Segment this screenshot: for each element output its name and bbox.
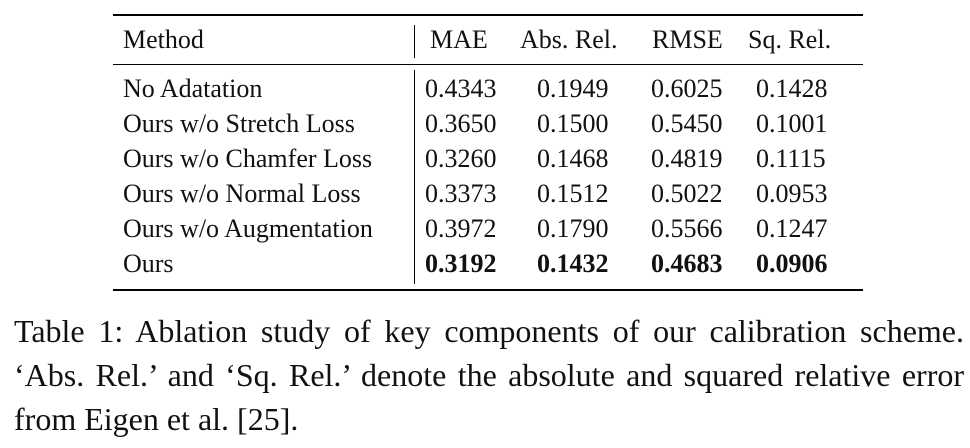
table-row-rmse: 0.5566 (651, 214, 723, 243)
table-row-method: Ours w/o Stretch Loss (123, 109, 355, 138)
table-mid-rule (113, 64, 863, 65)
table-row-sq-rel-best: 0.0906 (756, 249, 828, 278)
header-sq-rel: Sq. Rel. (748, 25, 832, 54)
table-row-sq-rel: 0.0953 (756, 179, 828, 208)
table-caption: Table 1: Ablation study of key components of our calibration scheme. ‘Abs. Rel.’ and ‘Sq. Rel.’ denote the absolute and squared relative error from Eigen et al. [25]. (14, 313, 964, 437)
header-abs-rel: Abs. Rel. (520, 25, 618, 54)
header-mae: MAE (430, 25, 488, 54)
table-row-abs-rel: 0.1512 (537, 179, 609, 208)
table-row-rmse: 0.5022 (651, 179, 723, 208)
table-row-mae: 0.4343 (425, 74, 497, 103)
table-row-abs-rel: 0.1790 (537, 214, 609, 243)
table-row-sq-rel: 0.1428 (756, 74, 828, 103)
table-row-method: Ours w/o Normal Loss (123, 179, 361, 208)
table-row-method: Ours (123, 249, 174, 278)
body-column-separator (414, 70, 415, 284)
header-column-separator (414, 25, 415, 58)
table-row-sq-rel: 0.1247 (756, 214, 828, 243)
table-row-mae: 0.3260 (425, 144, 497, 173)
table-row-abs-rel: 0.1468 (537, 144, 609, 173)
table-row-mae: 0.3650 (425, 109, 497, 138)
table-row-mae: 0.3972 (425, 214, 497, 243)
table-row-method: No Adatation (123, 74, 263, 103)
table-row-rmse: 0.4819 (651, 144, 723, 173)
table-row-sq-rel: 0.1001 (756, 109, 828, 138)
table-row-abs-rel: 0.1500 (537, 109, 609, 138)
table-row-mae: 0.3373 (425, 179, 497, 208)
table-row-rmse: 0.5450 (651, 109, 723, 138)
header-rmse: RMSE (652, 25, 723, 54)
table-row-method: Ours w/o Augmentation (123, 214, 373, 243)
table-bottom-rule (113, 289, 863, 291)
table-row-method: Ours w/o Chamfer Loss (123, 144, 373, 173)
table-row-rmse-best: 0.4683 (651, 249, 723, 278)
table-row-rmse: 0.6025 (651, 74, 723, 103)
table-top-rule (113, 14, 863, 16)
table-row-mae-best: 0.3192 (425, 249, 497, 278)
table-row-abs-rel-best: 0.1432 (537, 249, 609, 278)
table-row-abs-rel: 0.1949 (537, 74, 609, 103)
header-method: Method (123, 25, 204, 54)
table-row-sq-rel: 0.1115 (756, 144, 826, 173)
